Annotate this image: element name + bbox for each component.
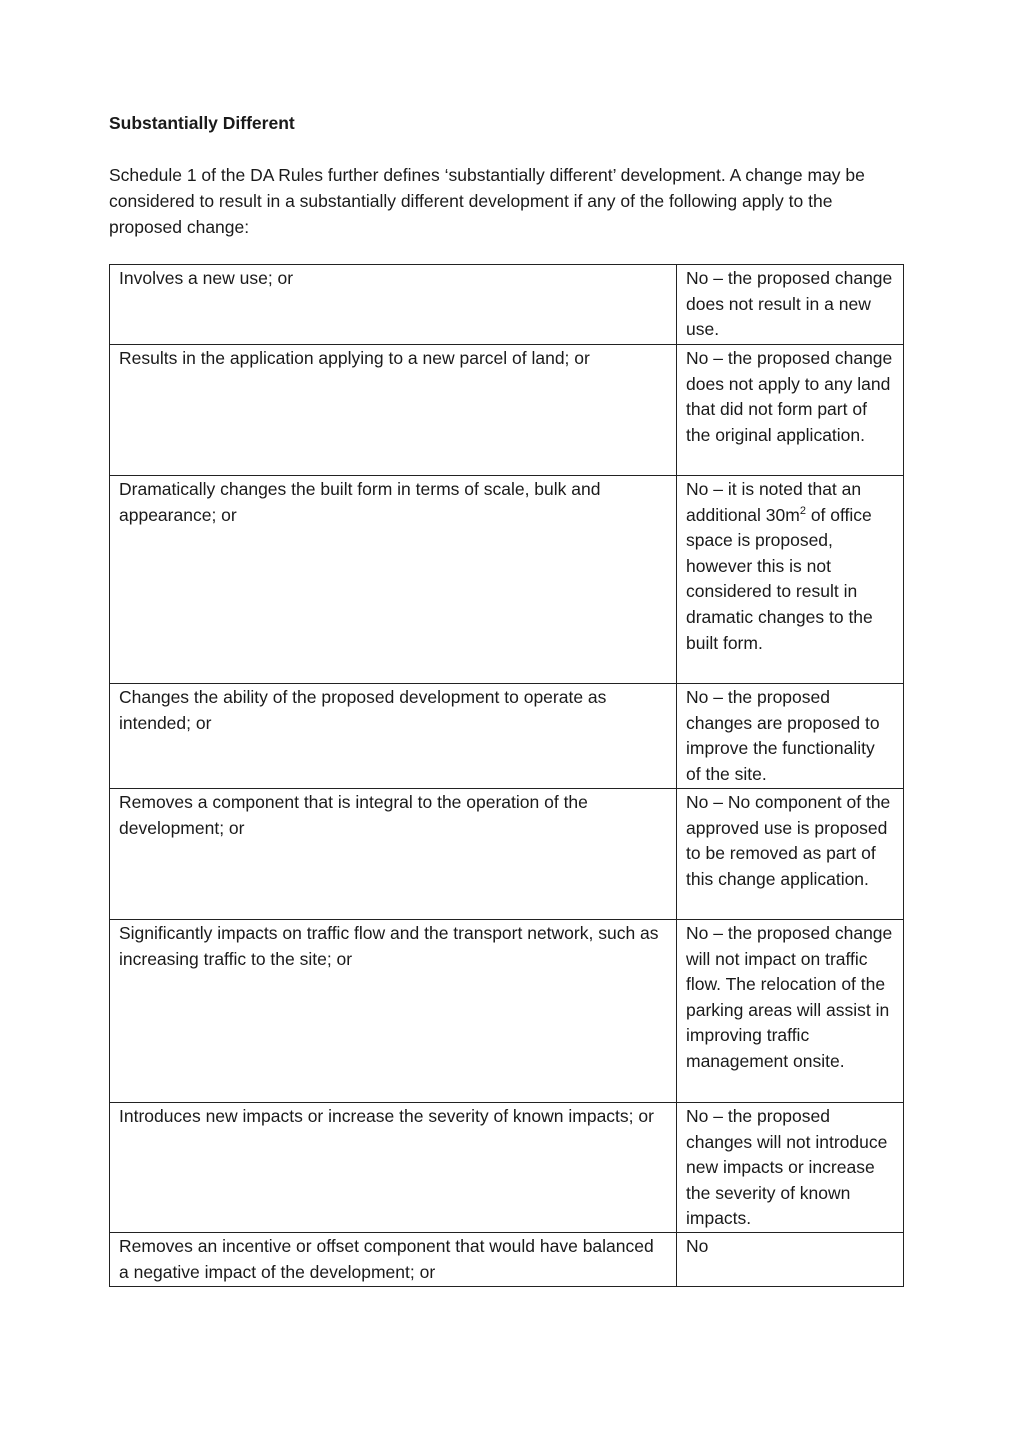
response-text-end: of office space is proposed, however this is not considered to result in dramatic changes to the built form. bbox=[686, 504, 873, 653]
criteria-table bbox=[109, 264, 904, 1287]
response-cell: No – the proposed changes will not introduce new impacts or increase the severity of known impacts. bbox=[677, 1103, 904, 1233]
criterion-cell: Changes the ability of the proposed development to operate as intended; or bbox=[110, 684, 677, 789]
criterion-cell: Involves a new use; or bbox=[110, 265, 677, 345]
table-row bbox=[110, 345, 904, 476]
response-cell: No bbox=[677, 1233, 904, 1287]
table-row bbox=[110, 789, 904, 920]
superscript-squared: 2 bbox=[799, 504, 806, 517]
response-cell: No – the proposed changes are proposed to improve the functionality of the site. bbox=[677, 684, 904, 789]
table-row bbox=[110, 684, 904, 789]
criterion-cell: Results in the application applying to a new parcel of land; or bbox=[110, 345, 677, 476]
table-row bbox=[110, 476, 904, 684]
table-row bbox=[110, 1103, 904, 1233]
response-cell: No – the proposed change will not impact on traffic flow. The relocation of the parking areas will assist in improving traffic management onsite. bbox=[677, 920, 904, 1103]
table-row bbox=[110, 1233, 904, 1287]
criterion-cell: Removes an incentive or offset component that would have balanced a negative impact of the development; or bbox=[110, 1233, 677, 1287]
response-cell bbox=[677, 476, 904, 684]
criterion-cell: Removes a component that is integral to the operation of the development; or bbox=[110, 789, 677, 920]
response-cell: No – No component of the approved use is proposed to be removed as part of this change application. bbox=[677, 789, 904, 920]
criterion-cell: Introduces new impacts or increase the severity of known impacts; or bbox=[110, 1103, 677, 1233]
section-heading: Substantially Different bbox=[109, 113, 295, 133]
response-text-start: No – it is noted that an additional 30m bbox=[686, 479, 862, 525]
response-cell: No – the proposed change does not result in a new use. bbox=[677, 265, 904, 345]
criterion-cell: Significantly impacts on traffic flow and the transport network, such as increasing traffic to the site; or bbox=[110, 920, 677, 1103]
criterion-cell: Dramatically changes the built form in terms of scale, bulk and appearance; or bbox=[110, 476, 677, 684]
intro-paragraph: Schedule 1 of the DA Rules further defines ‘substantially different’ development. A change may be considered to result in a substantially different development if any of the following apply to the proposed change: bbox=[109, 165, 865, 237]
table-row bbox=[110, 265, 904, 345]
table-row bbox=[110, 920, 904, 1103]
response-cell: No – the proposed change does not apply to any land that did not form part of the original application. bbox=[677, 345, 904, 476]
